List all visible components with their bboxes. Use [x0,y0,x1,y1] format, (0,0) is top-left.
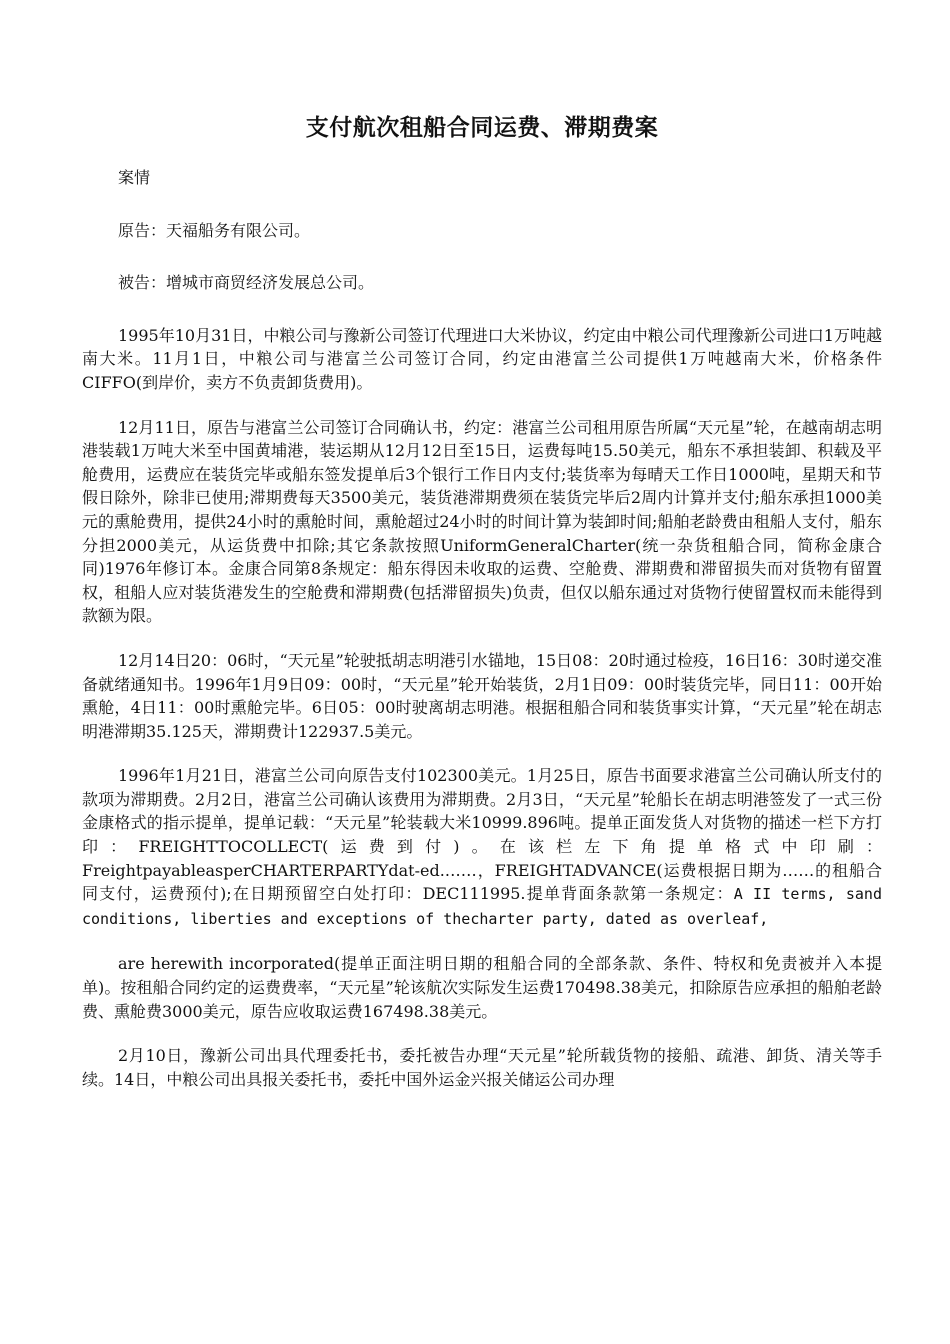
paragraph-demurrage-calculation: 12月14日20：06时，“天元星”轮驶抵胡志明港引水锚地，15日08：20时通过检疫，16日16：30时递交准备就绪通知书。1996年1月9日09：00时，“天元星”轮开始装货，2月1日09：00时装货完毕，同日11：00开始熏舱，4日11：00时熏舱完毕。6日05：00时驶离胡志明港。根据租船合同和装货事实计算，“天元星”轮在胡志明港滞期35.125天，滞期费计122937.5美元。 [82,650,882,741]
paragraph-charter-confirmation: 12月11日，原告与港富兰公司签订合同确认书，约定：港富兰公司租用原告所属“天元星”轮，在越南胡志明港装载1万吨大米至中国黄埔港，装运期从12月12日至15日，运费每吨15.50美元，船东不承担装卸、积载及平舱费用，运费应在装货完毕或船东签发提单后3个银行工作日内支付;装货率为每晴天工作日1000吨，星期天和节假日除外，除非已使用;滞期费每天3500美元，装货港滞期费须在装货完毕后2周内计算并支付;船东承担1000美元的熏舱费用，提供24小时的熏舱时间，熏舱超过24小时的时间计算为装卸时间;船舶老龄费由租船人支付，船东分担2000美元，从运货费中扣除;其它条款按照UniformGeneralCharter(统一杂货租船合同，简称金康合同)1976年修订本。金康合同第8条规定：船东得因未收取的运费、空舱费、滞期费和滞留损失而对货物有留置权，租船人应对装货港发生的空舱费和滞期费(包括滞留损失)负责，但仅以船东通过对货物行使留置权而未能得到款额为限。 [82,417,882,626]
bill-of-lading-text: 1996年1月21日，港富兰公司向原告支付102300美元。1月25日，原告书面要求港富兰公司确认所支付的款项为滞期费。2月2日，港富兰公司确认该费用为滞期费。2月3日，“天元星”轮船长在胡志明港签发了一式三份金康格式的指示提单，提单记载：“天元星”轮装载大米10999.896吨。提单正面发货人对货物的描述一栏下方打印：FREIGHTTOCOLLECT(运费到付)。在该栏左下角提单格式中印刷：FreightpayableasperCHARTERPARTYdat-ed.……，FREIGHTADVANCE(运费根据日期为……的租船合同支付，运费预付);在日期预留空白处打印：DEC111995.提单背面条款第一条规定： [82,766,882,904]
paragraph-bill-of-lading [82,764,882,931]
document-page [82,112,882,1112]
defendant-line: 被告：增城市商贸经济发展总公司。 [118,273,375,293]
plaintiff-line: 原告：天福船务有限公司。 [118,220,311,240]
paragraph-contract-agency: 1995年10月31日，中粮公司与豫新公司签订代理进口大米协议，约定由中粮公司代理豫新公司进口1万吨越南大米。11月1日，中粮公司与港富兰公司签订合同，约定由港富兰公司提供1万吨越南大米，价格条件CIFFO(到岸价，卖方不负责卸货费用)。 [82,325,882,392]
paragraph-freight-calculation: are herewith incorporated(提单正面注明日期的租船合同的全部条款、条件、特权和免责被并入本提单)。按租船合同约定的运费费率，“天元星”轮该航次实际发生运费170498.38美元，扣除原告应承担的船舶老龄费、熏舱费3000美元，原告应收取运费167498.38美元。 [82,954,882,1021]
section-heading: 案情 [118,168,151,187]
document-title: 支付航次租船合同运费、滞期费案 [305,114,659,141]
latin-clause: A II terms, sand conditions, liberties and exceptions of thecharter party, dated as overleaf, [82,885,882,928]
paragraph-agency-entrustment: 2月10日，豫新公司出具代理委托书，委托被告办理“天元星”轮所载货物的接船、疏港、卸货、清关等手续。14日，中粮公司出具报关委托书，委托中国外运金兴报关储运公司办理 [82,1046,882,1089]
